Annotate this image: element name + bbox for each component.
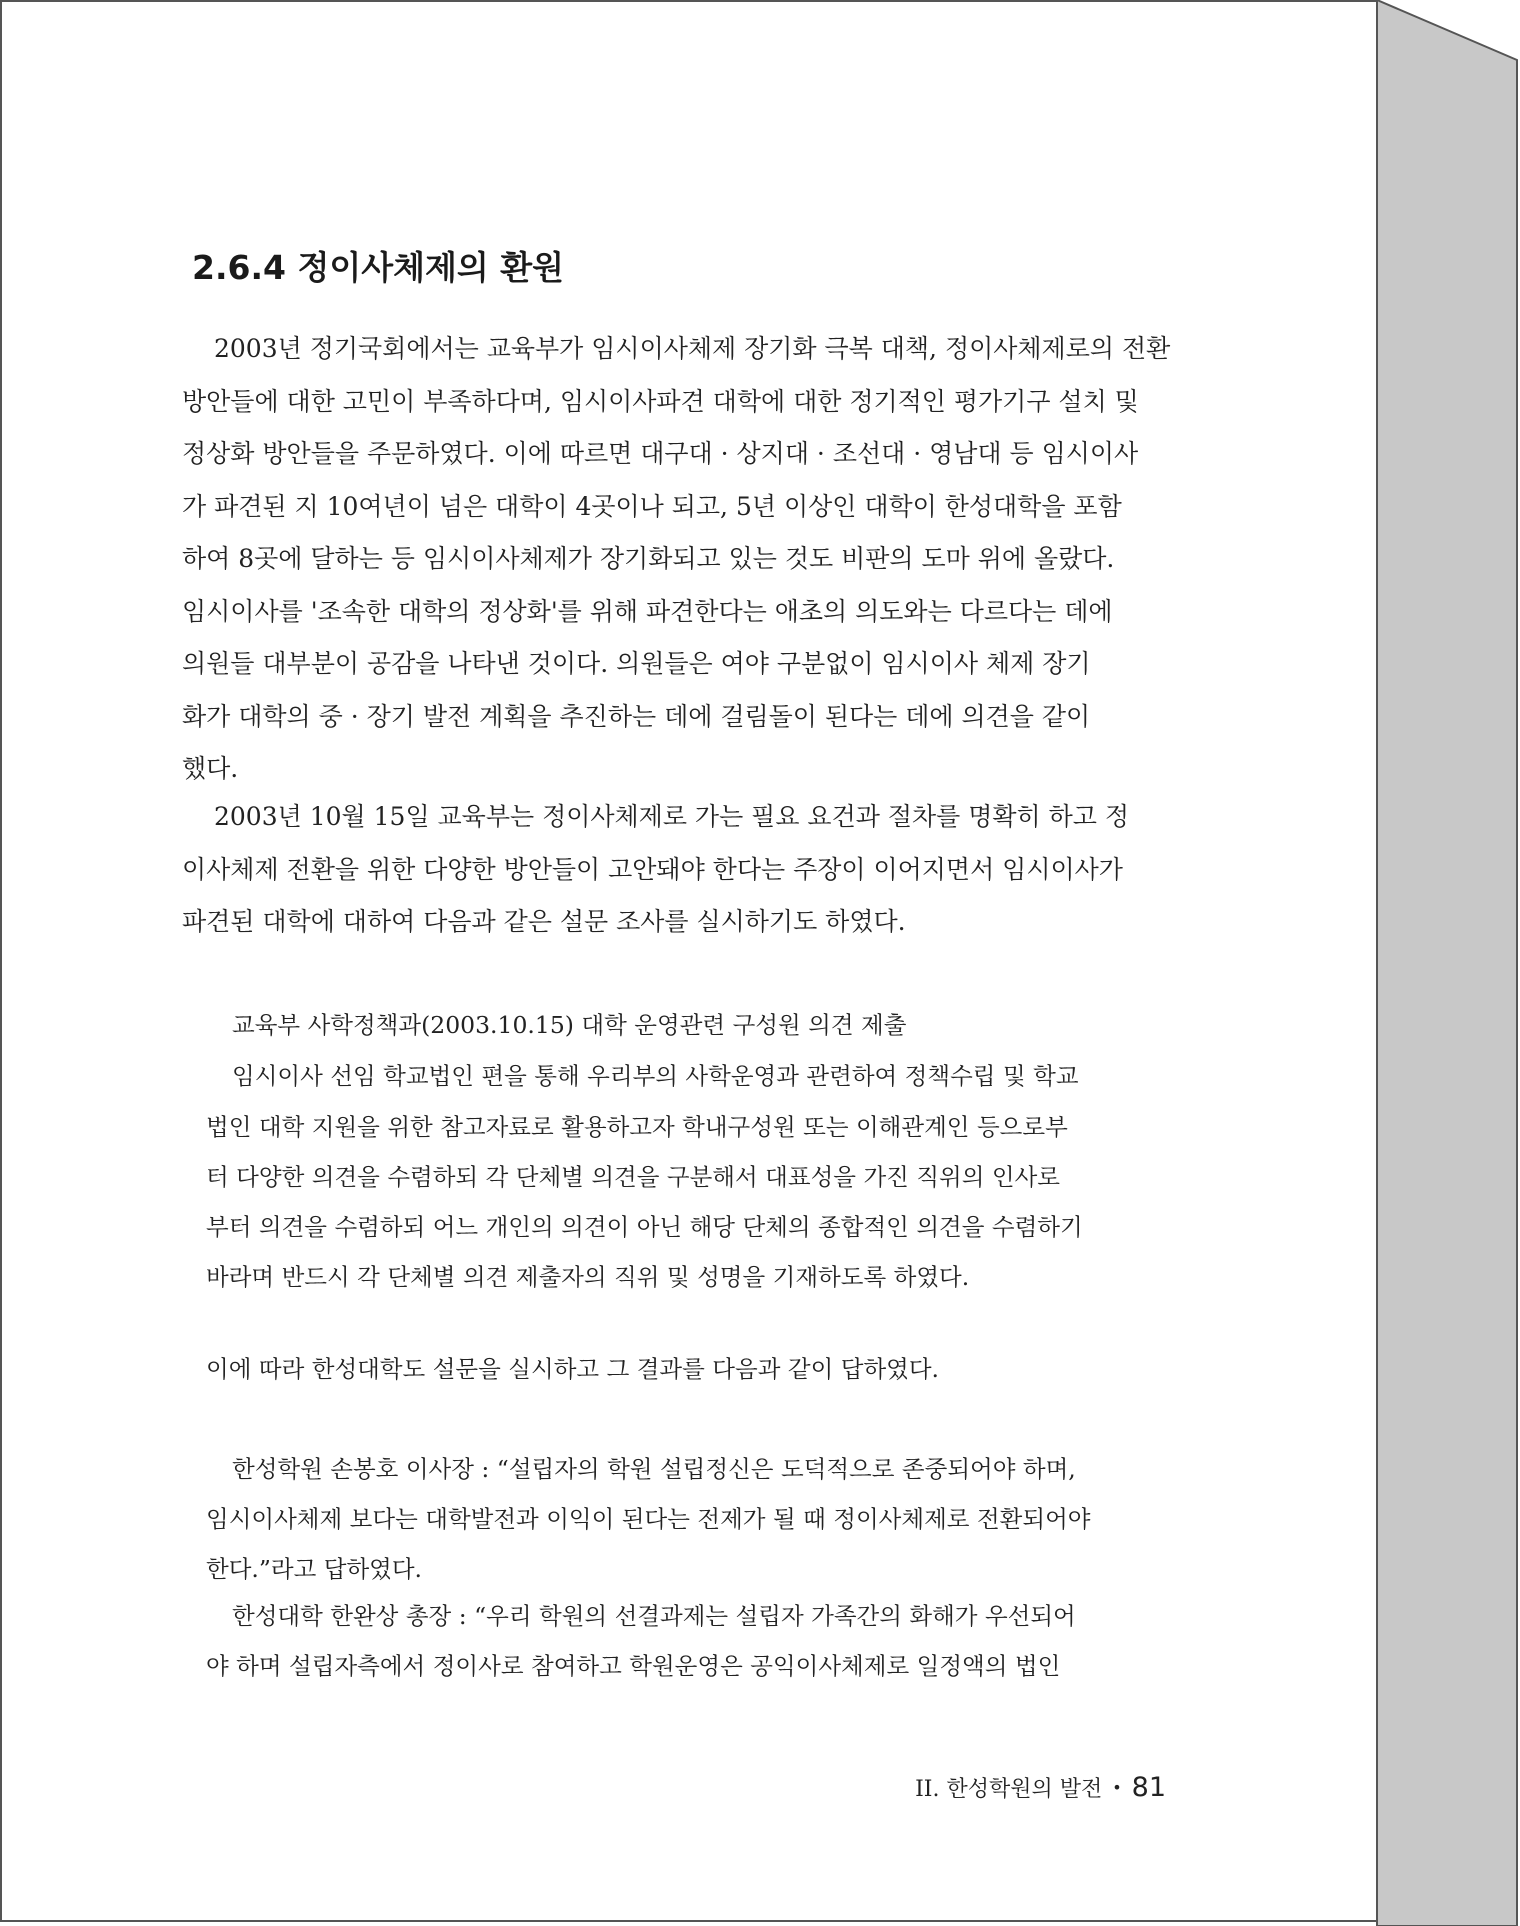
page-footer: [915, 1772, 1166, 1803]
quote-line: 바라며 반드시 각 단체별 의견 제출자의 직위 및 성명을 기재하도록 하였다.: [206, 1263, 970, 1291]
chairman-response-line: 한성학원 손봉호 이사장 : “설립자의 학원 설립정신은 도덕적으로 존중되어야 하며,: [232, 1455, 1076, 1483]
president-response-line: 야 하며 설립자측에서 정이사로 참여하고 학원운영은 공익이사체제로 일정액의 법인: [206, 1652, 1061, 1680]
section-heading: 2.6.4 정이사체제의 환원: [192, 248, 564, 287]
paragraph1-line: 방안들에 대한 고민이 부족하다며, 임시이사파견 대학에 대한 정기적인 평가기구 설치 및: [182, 387, 1139, 416]
paragraph1-line: 가 파견된 지 10여년이 넘은 대학이 4곳이나 되고, 5년 이상인 대학이 한성대학을 포함: [182, 492, 1122, 521]
paragraph3: 이에 따라 한성대학도 설문을 실시하고 그 결과를 다음과 같이 답하였다.: [206, 1355, 940, 1383]
paragraph1-line: 했다.: [182, 754, 239, 783]
quote-line: 터 다양한 의견을 수렴하되 각 단체별 의견을 구분해서 대표성을 가진 직위의 인사로: [206, 1163, 1061, 1191]
paragraph1-line: 화가 대학의 중 · 장기 발전 계획을 추진하는 데에 걸림돌이 된다는 데에 의견을 같이: [182, 702, 1091, 731]
paragraph1-line: 임시이사를 '조속한 대학의 정상화'를 위해 파견한다는 애초의 의도와는 다르다는 데에: [182, 597, 1113, 626]
chairman-response-line: 한다.”라고 답하였다.: [206, 1555, 423, 1583]
bullet-icon: •: [1112, 1778, 1122, 1797]
chapter-title: II. 한성학원의 발전: [915, 1777, 1103, 1802]
quote-line: 법인 대학 지원을 위한 참고자료로 활용하고자 학내구성원 또는 이해관계인 등으로부: [206, 1113, 1068, 1141]
paragraph2-line: 파견된 대학에 대하여 다음과 같은 설문 조사를 실시하기도 하였다.: [182, 907, 906, 936]
paragraph2-line: 이사체제 전환을 위한 다양한 방안들이 고안돼야 한다는 주장이 이어지면서 임시이사가: [182, 855, 1123, 884]
page-number: 81: [1131, 1772, 1166, 1803]
paragraph1-line: 의원들 대부분이 공감을 나타낸 것이다. 의원들은 여야 구분없이 임시이사 체제 장기: [182, 649, 1091, 678]
quote-line: 부터 의견을 수렴하되 어느 개인의 의견이 아닌 해당 단체의 종합적인 의견을 수렴하기: [206, 1213, 1083, 1241]
chairman-response-line: 임시이사체제 보다는 대학발전과 이익이 된다는 전제가 될 때 정이사체제로 전환되어야: [206, 1505, 1091, 1533]
paragraph1-line: 정상화 방안들을 주문하였다. 이에 따르면 대구대 · 상지대 · 조선대 · 영남대 등 임시이사: [182, 439, 1139, 468]
paragraph1-line: 하여 8곳에 달하는 등 임시이사체제가 장기화되고 있는 것도 비판의 도마 위에 올랐다.: [182, 544, 1115, 573]
paragraph2-line: 2003년 10월 15일 교육부는 정이사체제로 가는 필요 요건과 절차를 명확히 하고 정: [214, 802, 1130, 831]
president-response-line: 한성대학 한완상 총장 : “우리 학원의 선결과제는 설립자 가족간의 화해가 우선되어: [232, 1602, 1076, 1630]
quote-title: 교육부 사학정책과(2003.10.15) 대학 운영관련 구성원 의견 제출: [232, 1011, 907, 1039]
paragraph1-line: 2003년 정기국회에서는 교육부가 임시이사체제 장기화 극복 대책, 정이사체제로의 전환: [214, 334, 1171, 363]
quote-line: 임시이사 선임 학교법인 편을 통해 우리부의 사학운영과 관련하여 정책수립 및 학교: [232, 1062, 1079, 1090]
